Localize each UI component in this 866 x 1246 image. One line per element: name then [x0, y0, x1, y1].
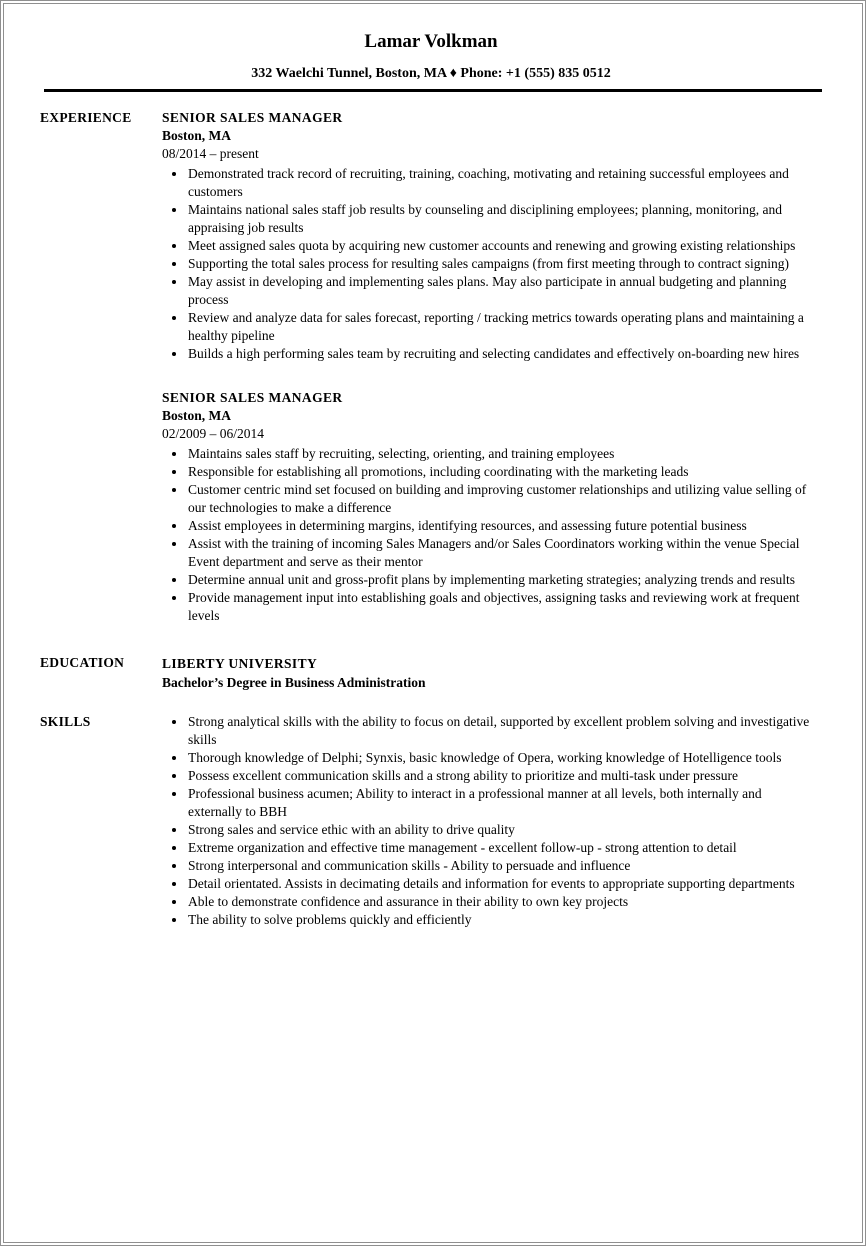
skill-bullet: • Possess excellent communication skills and a strong ability to prioritize and multi-task under pressure [187, 767, 814, 785]
experience-section-content [162, 109, 814, 625]
resume-name: Lamar Volkman [364, 31, 498, 52]
job-location: Boston, MA [162, 128, 232, 143]
resume-header [40, 31, 822, 92]
job-title: SENIOR SALES MANAGER [162, 390, 343, 405]
job-bullet: • Determine annual unit and gross-profit plans by implementing marketing strategies; analyzing trends and results [187, 571, 814, 589]
job-bullet: • Assist with the training of incoming Sales Managers and/or Sales Coordinators working within the venue Special Event department and serve as their mentor [187, 535, 814, 571]
job-dates: 02/2009 – 06/2014 [162, 426, 265, 441]
job-bullet: • Maintains national sales staff job results by counseling and disciplining employees; planning, monitoring, and appraising job results [187, 201, 814, 237]
skills-section-label: SKILLS [40, 714, 91, 729]
experience-section-label: EXPERIENCE [40, 110, 132, 125]
job-entry-2 [162, 389, 814, 625]
skill-bullet: • Thorough knowledge of Delphi; Synxis, basic knowledge of Opera, working knowledge of Hotelligence tools [187, 749, 814, 767]
skill-bullet: • Able to demonstrate confidence and assurance in their ability to own key projects [187, 893, 814, 911]
job-bullet: • Builds a high performing sales team by recruiting and selecting candidates and effectively on-boarding new hires [187, 345, 814, 363]
skill-bullet: • Strong interpersonal and communication skills - Ability to persuade and influence [187, 857, 814, 875]
job-bullet: • Review and analyze data for sales forecast, reporting / tracking metrics towards operating plans and maintaining a healthy pipeline [187, 309, 814, 345]
job-dates: 08/2014 – present [162, 146, 259, 161]
job-bullet: • Meet assigned sales quota by acquiring new customer accounts and renewing and growing existing relationships [187, 237, 814, 255]
skill-bullet: • Extreme organization and effective time management - excellent follow-up - strong attention to detail [187, 839, 814, 857]
skill-bullet: • The ability to solve problems quickly and efficiently [187, 911, 814, 929]
skill-bullet: • Detail orientated. Assists in decimating details and information for events to appropriate supporting departments [187, 875, 814, 893]
job-bullet: • May assist in developing and implementing sales plans. May also participate in annual budgeting and planning process [187, 273, 814, 309]
header-divider [44, 89, 822, 92]
skill-bullet: • Professional business acumen; Ability to interact in a professional manner at all levels, both internally and externally to BBH [187, 785, 814, 821]
job-bullet: • Customer centric mind set focused on building and improving customer relationships and utilizing value selling of our technologies to make a difference [187, 481, 814, 517]
experience-section [40, 109, 822, 625]
job-bullet-list [162, 445, 814, 625]
education-section-label: EDUCATION [40, 655, 125, 670]
job-title: SENIOR SALES MANAGER [162, 110, 343, 125]
job-bullet: • Responsible for establishing all promotions, including coordinating with the marketing leads [187, 463, 814, 481]
degree: Bachelor’s Degree in Business Administration [162, 675, 426, 690]
job-bullet-list [162, 165, 814, 363]
job-bullet: • Maintains sales staff by recruiting, selecting, orienting, and training employees [187, 445, 814, 463]
education-section-content [162, 654, 814, 692]
contact-line: 332 Waelchi Tunnel, Boston, MA ♦ Phone: +1 (555) 835 0512 [251, 66, 611, 81]
job-bullet: • Provide management input into establishing goals and objectives, assigning tasks and reviewing work at frequent levels [187, 589, 814, 625]
resume-page-inner [3, 3, 863, 1243]
job-bullet: • Assist employees in determining margins, identifying resources, and assessing future potential business [187, 517, 814, 535]
job-entry-1 [162, 109, 814, 363]
skills-section [40, 713, 822, 929]
job-bullet: • Supporting the total sales process for resulting sales campaigns (from first meeting through to contract signing) [187, 255, 814, 273]
school-name: LIBERTY UNIVERSITY [162, 656, 318, 671]
skill-bullet: • Strong sales and service ethic with an ability to drive quality [187, 821, 814, 839]
education-section [40, 654, 822, 692]
skill-bullet: • Strong analytical skills with the ability to focus on detail, supported by excellent problem solving and investigative skills [187, 713, 814, 749]
skills-bullet-list [162, 713, 814, 929]
job-bullet: • Demonstrated track record of recruiting, training, coaching, motivating and retaining successful employees and customers [187, 165, 814, 201]
skills-section-content [162, 713, 814, 929]
job-location: Boston, MA [162, 408, 232, 423]
